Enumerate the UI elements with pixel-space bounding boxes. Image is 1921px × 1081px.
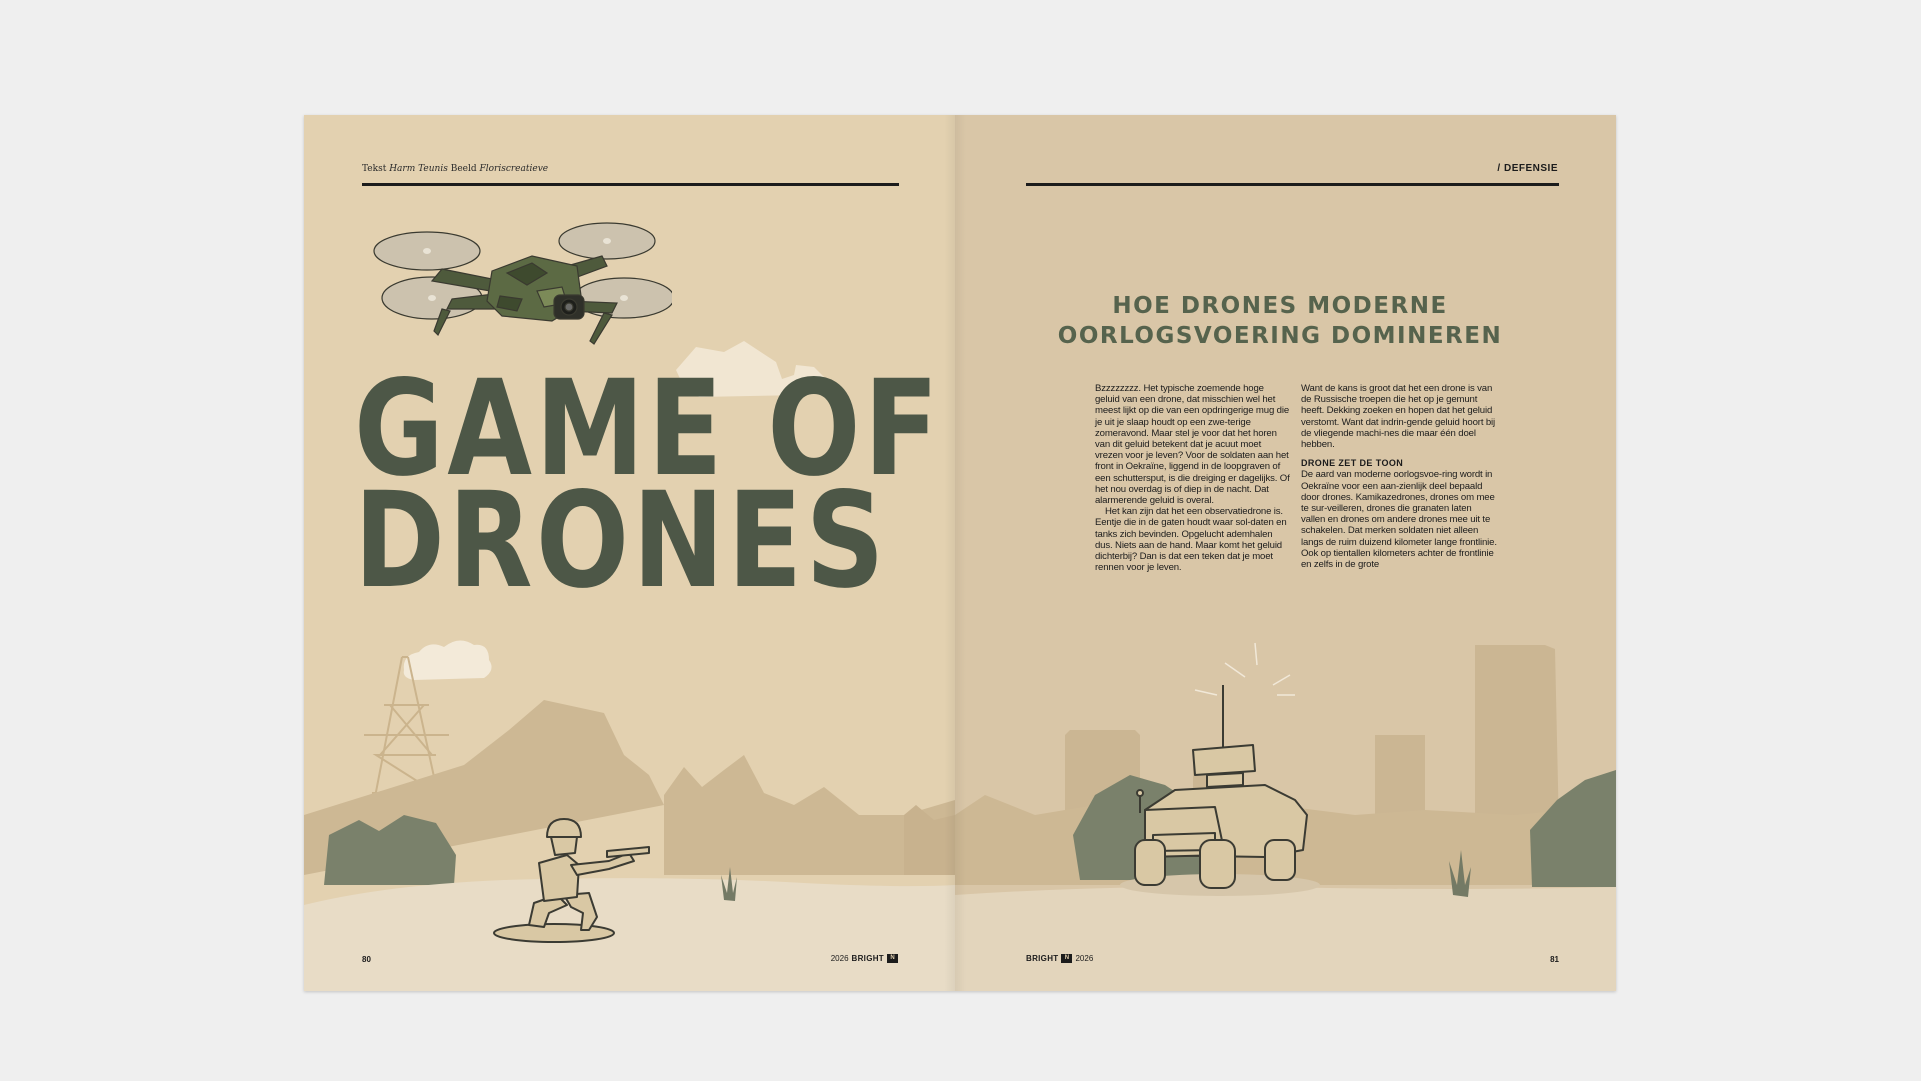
paragraph: De aard van moderne oorlogsvoe-ring wordt in Oekraïne voor een aan-zienlijk deel bepaald door drones. Kamikazedrones, drones om mee te sur-veilleren, drones die granaten laten vallen en drones om andere drones mee uit te schakelen. Dat merken soldaten niet alleen langs de ruim duizend kilometer lange frontlinie. Ook op tientallen kilometers achter de frontlinie en zelfs in de grote <box>1301 469 1497 571</box>
brand-name: BRIGHT <box>1026 954 1059 963</box>
page-title <box>354 352 942 618</box>
title-line-2: DRONES <box>354 464 888 618</box>
article-column-1 <box>1095 383 1291 573</box>
credit-image-label: Beeld <box>450 164 477 174</box>
magazine-spread <box>304 115 1616 991</box>
header-rule <box>1026 183 1559 186</box>
footer-year: 2026 <box>1075 954 1094 963</box>
paragraph: Want de kans is groot dat het een drone is van de Russische troepen die het op je gemunt heeft. Dekking zoeken en hopen dat het geluid verstomt. Want dat indrin-gende geluid hoort bij de vliegende machi-nes die maar één doel hebben. <box>1301 383 1496 451</box>
article-column-2 <box>1301 383 1497 570</box>
right-page <box>955 115 1616 991</box>
article-subheading: DRONE ZET DE TOON <box>1301 458 1404 469</box>
paragraph: Het kan zijn dat het een observatiedrone is. Eentje die in de gaten houdt waar sol-daten en tanks zich bevinden. Opgelucht ademhalen dus. Niets aan de hand. Maar komt het geluid dichterbij? Dan is dat een teken dat je moet rennen voor je leven. <box>1095 506 1287 574</box>
credit-line <box>362 164 548 174</box>
brand-name: BRIGHT <box>851 954 884 963</box>
footer-brand <box>831 954 898 963</box>
brand-tag: N <box>887 954 898 963</box>
headline-line-2: OORLOGSVOERING DOMINEREN <box>1057 323 1503 349</box>
title-line-1: GAME OF <box>354 352 942 506</box>
credit-text-label: Tekst <box>362 164 387 174</box>
armored-radar-vehicle-illustration <box>1115 685 1325 905</box>
author-name: Harm Teunis <box>389 164 448 174</box>
left-page <box>304 115 955 991</box>
page-number: 80 <box>362 955 371 964</box>
header-rule <box>362 183 899 186</box>
footer-brand <box>1026 954 1093 963</box>
section-label: / DEFENSIE <box>1497 163 1558 174</box>
article-headline <box>1045 291 1515 351</box>
camouflage-quadcopter-drone-illustration <box>372 211 672 371</box>
footer-year: 2026 <box>830 954 849 963</box>
paragraph: Bzzzzzzzz. Het typische zoemende hoge geluid van een drone, dat misschien wel het meest lijkt op die van een opdringerige mug die je uit je slaap houdt op een zwe-terige zomeravond. Maar stel je voor dat het horen van dit geluid betekent dat je acuut moet vrezen voor je leven? Voor de soldaten aan het front in Oekraïne, liggend in de loopgraven of een schuttersput, is die dreiging er dagelijks. Of het nou overdag is of diep in de nacht. Dat alarmerende geluid is overal. <box>1095 383 1290 507</box>
spine-gutter <box>944 115 966 991</box>
headline-line-1: HOE DRONES MODERNE <box>1112 293 1448 319</box>
page-number: 81 <box>1550 955 1559 964</box>
illustrator-name: Floriscreatieve <box>479 164 549 174</box>
brand-tag: N <box>1061 954 1072 963</box>
kneeling-toy-soldier-illustration <box>489 795 659 945</box>
